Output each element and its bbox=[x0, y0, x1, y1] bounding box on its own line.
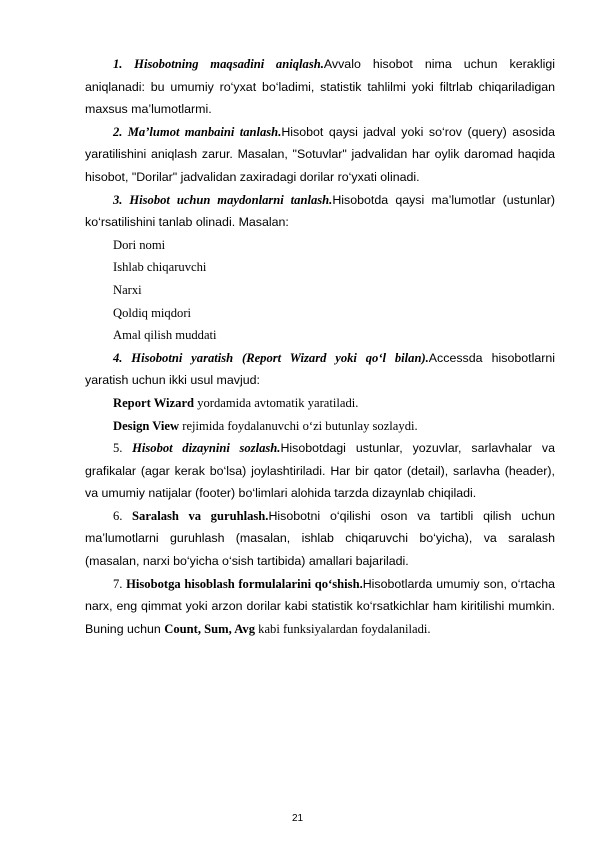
paragraph-number: 5. bbox=[113, 441, 133, 456]
paragraph-purpose bbox=[85, 53, 555, 121]
separator: , bbox=[197, 621, 205, 636]
page-number: 21 bbox=[291, 813, 304, 824]
paragraph-text: Hisobotlarda umumiy son, o‘rtacha narx, eng qimmat yoki arzon dorilar kabi statistik ko‘rsatkichlar ham kiritilishi mumkin. Buning uchun bbox=[85, 576, 555, 636]
paragraph-text: Avvalo hisobot nima uchun kerakligi aniqlanadi: bu umumiy ro‘yxat bo‘ladimi, statistik tahlilmi yoki filtrlab chiqariladigan maxsus ma’lumotlarmi. bbox=[85, 57, 555, 117]
paragraph-text: Hisobot qaysi jadval yoki so‘rov (query) asosida yaratilishini aniqlash zarur. Masalan, "Sotuvlar" jadvalidan har oylik daromad haqida hisobot, "Dorilar" jadvalidan zaxiradagi dorilar ro‘yxati olinadi. bbox=[85, 124, 555, 184]
paragraph-text: Accessda hisobotlarni yaratish uchun ikki usul mavjud: bbox=[85, 350, 556, 388]
heading-sorting: Saralash va guruhlash. bbox=[132, 508, 269, 523]
method-design-view bbox=[85, 415, 555, 438]
paragraph-sorting bbox=[85, 505, 555, 573]
heading-create: 4. Hisobotni yaratish (Report Wizard yoki qo‘l bilan). bbox=[113, 350, 429, 365]
paragraph-text: Hisobotda qaysi ma’lumotlar (ustunlar) ko‘rsatilishini tanlab olinadi. Masalan: bbox=[85, 192, 555, 230]
method-design-view-name: Design View bbox=[113, 418, 180, 433]
field-item: Narxi bbox=[113, 282, 142, 297]
paragraph-text: Hisobotni o‘qilishi oson va tartibli qilish uchun ma’lumotlarni guruhlash (masalan, ishlab chiqaruvchi bo‘yicha), va saralash (masalan, narxi bo‘yicha o‘sish tartibida) amallari bajariladi. bbox=[85, 508, 555, 569]
keyword-count: Count bbox=[164, 621, 198, 636]
separator: , bbox=[228, 621, 235, 636]
paragraph-design bbox=[85, 437, 555, 505]
paragraph-formulas bbox=[85, 573, 555, 641]
paragraph-create bbox=[85, 347, 555, 392]
page-body bbox=[85, 53, 555, 640]
paragraph-number: 7. bbox=[113, 576, 127, 591]
heading-purpose: 1. Hisobotning maqsadini aniqlash. bbox=[113, 57, 324, 71]
keyword-sum: Sum bbox=[204, 621, 229, 636]
heading-fields: 3. Hisobot uchun maydonlarni tanlash. bbox=[113, 192, 333, 207]
method-wizard bbox=[85, 392, 555, 415]
heading-source: 2. Ma’lumot manbaini tanlash. bbox=[113, 124, 282, 139]
method-wizard-text: yordamida avtomatik yaratiladi. bbox=[194, 395, 359, 410]
field-item: Ishlab chiqaruvchi bbox=[113, 260, 207, 275]
paragraph-number: 6. bbox=[113, 508, 133, 523]
field-item: Dori nomi bbox=[113, 237, 166, 252]
field-item: Qoldiq miqdori bbox=[113, 305, 192, 320]
field-item: Amal qilish muddati bbox=[113, 328, 217, 343]
keyword-avg: Avg bbox=[234, 621, 255, 636]
paragraph-text: kabi funksiyalardan foydalaniladi. bbox=[255, 621, 431, 636]
heading-design: Hisobot dizaynini sozlash. bbox=[132, 441, 281, 456]
method-wizard-name: Report Wizard bbox=[113, 395, 195, 410]
paragraph-text: Hisobotdagi ustunlar, yozuvlar, sarlavhalar va grafikalar (agar kerak bo‘lsa) joylashtiriladi. Har bir qator (detail), sarlavha (header), va umumiy natijalar (footer) bo‘limlari alohida tarzda dizaynlab chiqiladi. bbox=[85, 441, 556, 501]
heading-formulas: Hisobotga hisoblash formulalarini qo‘shish. bbox=[126, 576, 363, 591]
paragraph-source bbox=[85, 121, 555, 189]
paragraph-fields bbox=[85, 189, 555, 234]
method-design-view-text: rejimida foydalanuvchi o‘zi butunlay sozlaydi. bbox=[179, 418, 418, 433]
